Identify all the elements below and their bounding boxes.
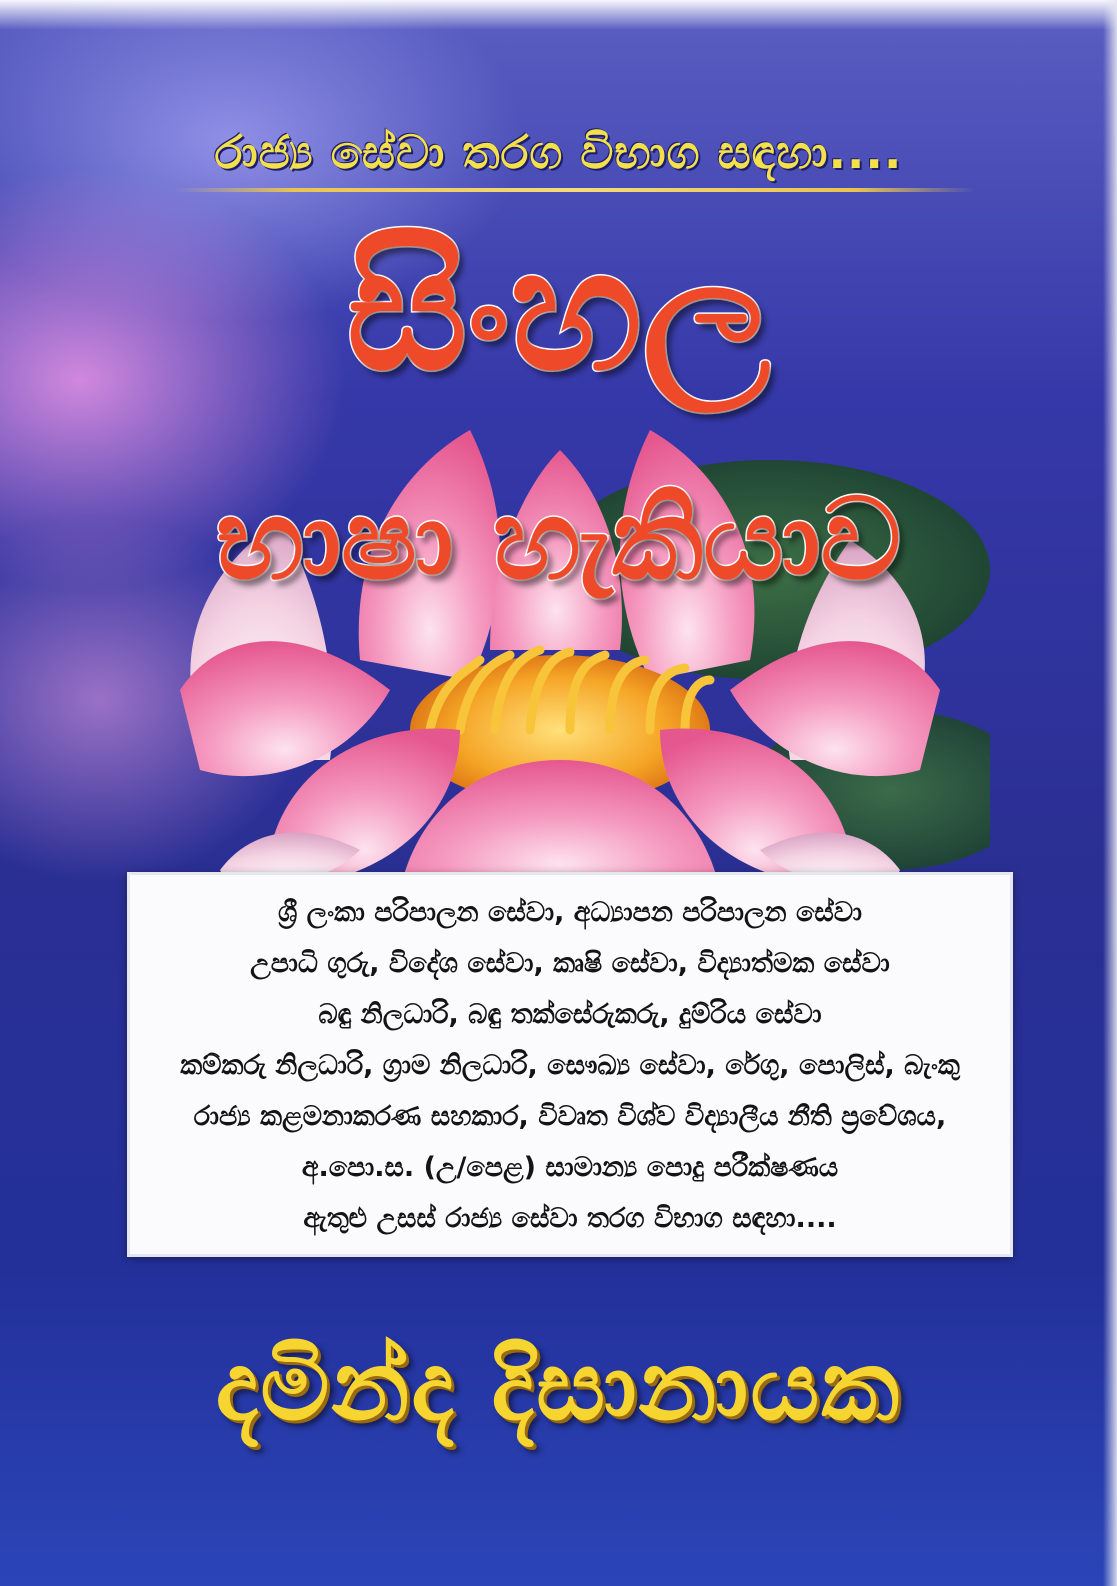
cover-subtitle: රාජ්‍ය සේවා තරග විභාග සඳහා.... <box>214 125 903 179</box>
exam-list-line: අ.පො.ස. (උ/පෙළ) සාමාන්‍ය පොදු පරීක්ෂණය <box>301 1152 839 1183</box>
exam-list-line: ශ්‍රී ලංකා පරිපාලන සේවා, අධ්‍යාපන පරිපාලන සේවා <box>277 897 863 928</box>
title-bhasha-hakiyawa: භාෂා හැකියාව <box>216 475 901 605</box>
exam-list-box <box>127 872 1013 1257</box>
gold-divider <box>175 188 975 192</box>
exam-list-line: රාජ්‍ය කළමනාකරණ සහකාර, විවෘත විශ්ව විද්‍යාලීය නීති ප්‍රවේශය, <box>193 1101 947 1132</box>
title-sinhala: සිංහල <box>346 212 771 408</box>
exam-list-line: බඳු නිලධාරි, බඳු තක්සේරුකරු, දුම්රිය සේවා <box>318 999 822 1030</box>
scan-top-edge <box>0 0 1117 30</box>
exam-list-line: ඇතුළු උසස් රාජ්‍ය සේවා තරග විභාග සඳහා.... <box>303 1203 837 1234</box>
exam-list-line: උපාධි ගුරු, විදේශ සේවා, කෘෂි සේවා, විද්‍යාත්මක සේවා <box>250 948 890 979</box>
author-name: දමින්ද දිසානායක <box>215 1330 902 1442</box>
exam-list-line: කම්කරු නිලධාරි, ග්‍රාම නිලධාරි, සෞඛ්‍ය සේවා, රේගු, පොලිස්, බැංකු <box>180 1050 960 1081</box>
